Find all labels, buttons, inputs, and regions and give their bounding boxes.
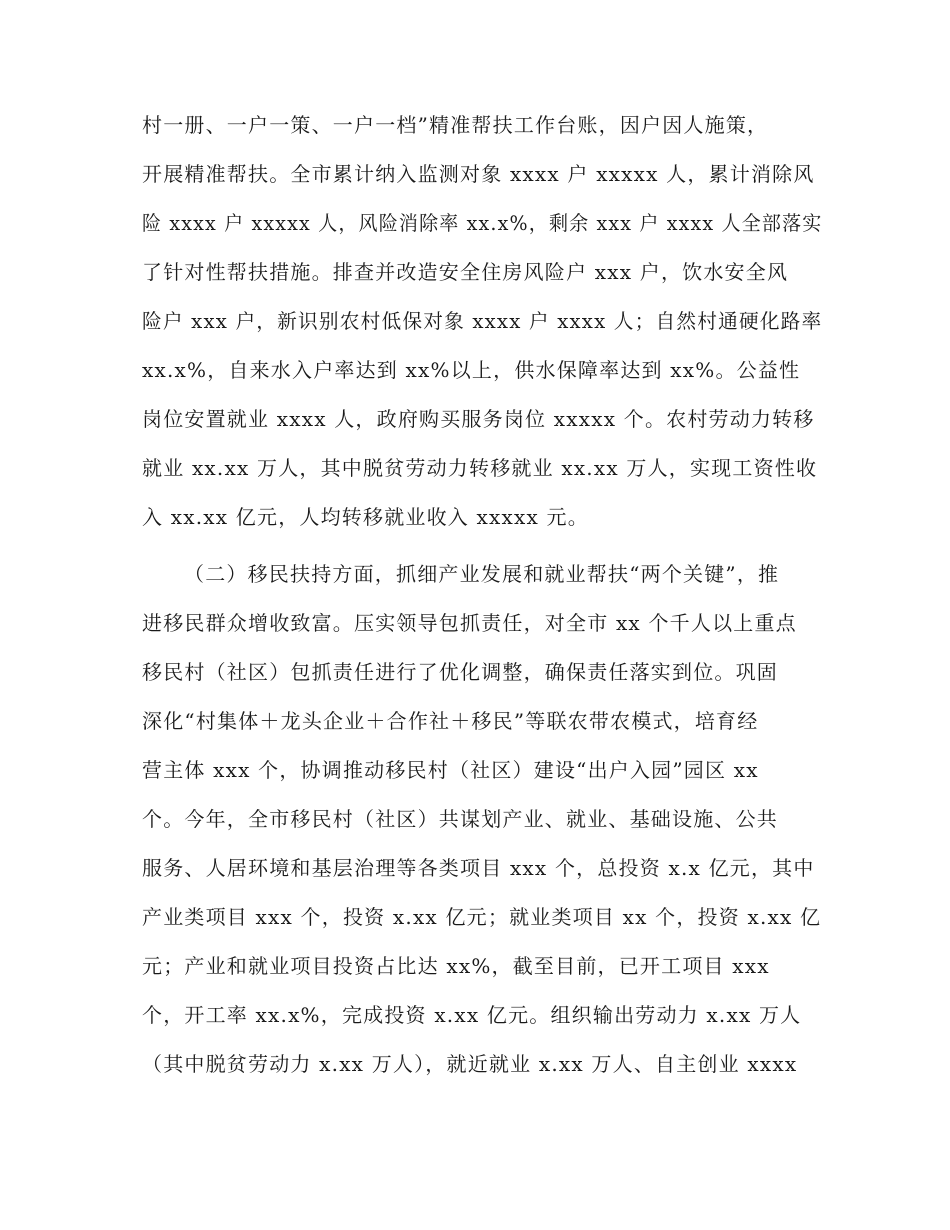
text-line-7: 岗位安置就业 xxxx 人，政府购买服务岗位 xxxxx 个。农村劳动力转移 bbox=[142, 407, 815, 431]
text-line-1: 村一册、一户一策、一户一档”精准帮扶工作台账，因户因人施策， bbox=[142, 113, 769, 137]
text-line-20: （其中脱贫劳动力 x.xx 万人），就近就业 x.xx 万人、自主创业 xxxx bbox=[142, 1052, 798, 1076]
text-line-3: 险 xxxx 户 xxxxx 人，风险消除率 xx.x%，剩余 xxx 户 xxxx 人全部落实 bbox=[142, 211, 823, 235]
text-line-16: 服务、人居环境和基层治理等各类项目 xxx 个，总投资 x.x 亿元，其中 bbox=[142, 856, 815, 880]
text-line-11: 进移民群众增收致富。压实领导包抓责任，对全市 xx 个千人以上重点 bbox=[142, 611, 797, 635]
text-line-8: 就业 xx.xx 万人，其中脱贫劳动力转移就业 xx.xx 万人，实现工资性收 bbox=[142, 456, 818, 480]
text-line-12: 移民村（社区）包抓责任进行了优化调整，确保责任落实到位。巩固 bbox=[142, 660, 778, 684]
text-line-14: 营主体 xxx 个，协调推动移民村（社区）建设“出户入园”园区 xx bbox=[142, 758, 759, 782]
text-line-4: 了针对性帮扶措施。排查并改造安全住房风险户 xxx 户，饮水安全风 bbox=[142, 260, 789, 284]
text-line-15: 个。今年，全市移民村（社区）共谋划产业、就业、基础设施、公共 bbox=[142, 807, 778, 831]
text-line-5: 险户 xxx 户，新识别农村低保对象 xxxx 户 xxxx 人；自然村通硬化路率 bbox=[142, 309, 823, 333]
text-line-13: 深化“村集体＋龙头企业＋合作社＋移民”等联农带农模式，培育经 bbox=[142, 709, 759, 733]
text-line-10: （二）移民扶持方面，抓细产业发展和就业帮扶“两个关键”，推 bbox=[184, 562, 780, 586]
text-line-18: 元；产业和就业项目投资占比达 xx%，截至目前，已开工项目 xxx bbox=[142, 954, 770, 978]
text-line-2: 开展精准帮扶。全市累计纳入监测对象 xxxx 户 xxxxx 人，累计消除风 bbox=[142, 162, 815, 186]
text-line-19: 个，开工率 xx.x%，完成投资 x.xx 亿元。组织输出劳动力 x.xx 万人 bbox=[142, 1003, 802, 1027]
text-line-9: 入 xx.xx 亿元，人均转移就业收入 xxxxx 元。 bbox=[142, 505, 589, 529]
text-line-6: xx.x%，自来水入户率达到 xx%以上，供水保障率达到 xx%。公益性 bbox=[142, 358, 801, 382]
text-line-17: 产业类项目 xxx 个，投资 x.xx 亿元；就业类项目 xx 个，投资 x.xx 亿 bbox=[142, 905, 822, 929]
